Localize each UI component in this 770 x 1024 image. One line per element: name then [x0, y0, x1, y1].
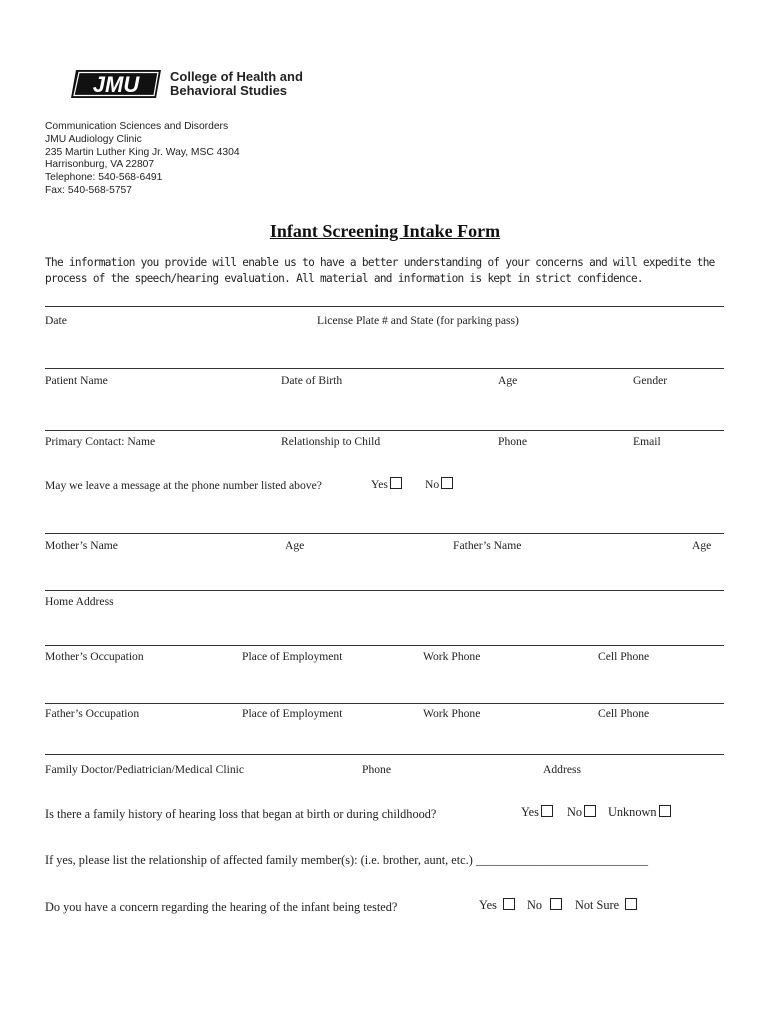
mothers-cell-phone-field[interactable]: Cell Phone	[598, 650, 650, 663]
mothers-work-phone-field[interactable]: Work Phone	[423, 650, 481, 663]
no-label: No	[567, 805, 583, 819]
checkbox-icon[interactable]	[390, 477, 402, 489]
home-address-field[interactable]: Home Address	[45, 595, 114, 608]
doctor-address-field[interactable]: Address	[543, 763, 581, 776]
concern-yes-option[interactable]	[479, 898, 515, 913]
form-intro: The information you provide will enable us to have a better understanding of your concerns and will expedite the process of the speech/hearing evaluation. All material and information is kept in strict confidence.	[45, 256, 715, 285]
address-line: Telephone: 540-568-6491	[45, 172, 163, 184]
concern-no-option[interactable]	[527, 898, 562, 913]
history-unknown-option[interactable]	[608, 805, 671, 820]
no-label: No	[527, 898, 543, 912]
doctor-phone-field[interactable]: Phone	[362, 763, 391, 776]
mothers-age-field[interactable]: Age	[285, 539, 305, 552]
no-label: No	[425, 478, 440, 491]
concern-not-sure-option[interactable]	[575, 898, 637, 913]
family-doctor-field[interactable]: Family Doctor/Pediatrician/Medical Clinic	[45, 763, 244, 776]
patient-age-field[interactable]: Age	[498, 374, 518, 387]
field-rule	[45, 306, 724, 307]
college-name	[170, 70, 303, 98]
address-line: Fax: 540-568-5757	[45, 184, 133, 196]
address-line: Communication Sciences and Disorders	[45, 121, 229, 132]
fathers-employment-field[interactable]: Place of Employment	[242, 707, 343, 720]
fathers-work-phone-field[interactable]: Work Phone	[423, 707, 481, 720]
hearing-concern-question: Do you have a concern regarding the hearing of the infant being tested?	[45, 900, 398, 914]
fathers-age-field[interactable]: Age	[692, 539, 712, 552]
contact-phone-field[interactable]: Phone	[498, 435, 527, 448]
license-plate-field[interactable]: License Plate # and State (for parking pass)	[317, 314, 519, 327]
yes-label: Yes	[371, 478, 388, 491]
family-history-question: Is there a family history of hearing loss that began at birth or during childhood?	[45, 807, 437, 821]
unknown-label: Unknown	[608, 805, 657, 819]
address-line: JMU Audiology Clinic	[45, 133, 142, 145]
patient-name-field[interactable]: Patient Name	[45, 374, 108, 387]
yes-label: Yes	[521, 805, 539, 819]
field-rule	[45, 533, 724, 534]
checkbox-icon[interactable]	[441, 477, 453, 489]
field-rule	[45, 430, 724, 431]
history-yes-option[interactable]	[521, 805, 553, 820]
field-rule	[45, 703, 724, 704]
college-name-line2: Behavioral Studies	[170, 83, 288, 98]
form-title: Infant Screening Intake Form	[269, 221, 501, 241]
college-name-line1: College of Health and	[170, 69, 303, 84]
date-of-birth-field[interactable]: Date of Birth	[281, 374, 343, 387]
mothers-employment-field[interactable]: Place of Employment	[242, 650, 343, 663]
checkbox-icon[interactable]	[541, 805, 553, 817]
checkbox-icon[interactable]	[503, 898, 515, 910]
email-field[interactable]: Email	[633, 435, 661, 448]
checkbox-icon[interactable]	[584, 805, 596, 817]
not-sure-label: Not Sure	[575, 898, 620, 912]
yes-label: Yes	[479, 898, 497, 912]
jmu-logo-icon	[70, 69, 162, 99]
relationship-field[interactable]: Relationship to Child	[281, 435, 381, 448]
checkbox-icon[interactable]	[550, 898, 562, 910]
fathers-name-field[interactable]: Father’s Name	[453, 539, 522, 552]
fathers-cell-phone-field[interactable]: Cell Phone	[598, 707, 650, 720]
affected-relationship-question[interactable]: If yes, please list the relationship of affected family member(s): (i.e. brother, aunt, etc.) ____________________________	[45, 853, 649, 867]
primary-contact-field[interactable]: Primary Contact: Name	[45, 435, 156, 448]
message-no-option[interactable]	[425, 477, 453, 491]
jmu-logo	[70, 69, 162, 99]
field-rule	[45, 368, 724, 369]
field-rule	[45, 590, 724, 591]
clinic-address	[45, 121, 240, 198]
field-rule	[45, 645, 724, 646]
address-line: 235 Martin Luther King Jr. Way, MSC 4304	[45, 146, 240, 158]
mothers-name-field[interactable]: Mother’s Name	[45, 539, 118, 552]
svg-text:JMU: JMU	[92, 72, 140, 97]
field-rule	[45, 754, 724, 755]
checkbox-icon[interactable]	[659, 805, 671, 817]
address-line: Harrisonburg, VA 22807	[45, 159, 155, 171]
history-no-option[interactable]	[567, 805, 596, 820]
mothers-occupation-field[interactable]: Mother’s Occupation	[45, 650, 144, 663]
checkbox-icon[interactable]	[625, 898, 637, 910]
message-question: May we leave a message at the phone number listed above?	[45, 479, 322, 492]
gender-field[interactable]: Gender	[633, 374, 668, 387]
fathers-occupation-field[interactable]: Father’s Occupation	[45, 707, 140, 720]
date-field[interactable]: Date	[45, 314, 67, 327]
message-yes-option[interactable]	[371, 477, 402, 491]
